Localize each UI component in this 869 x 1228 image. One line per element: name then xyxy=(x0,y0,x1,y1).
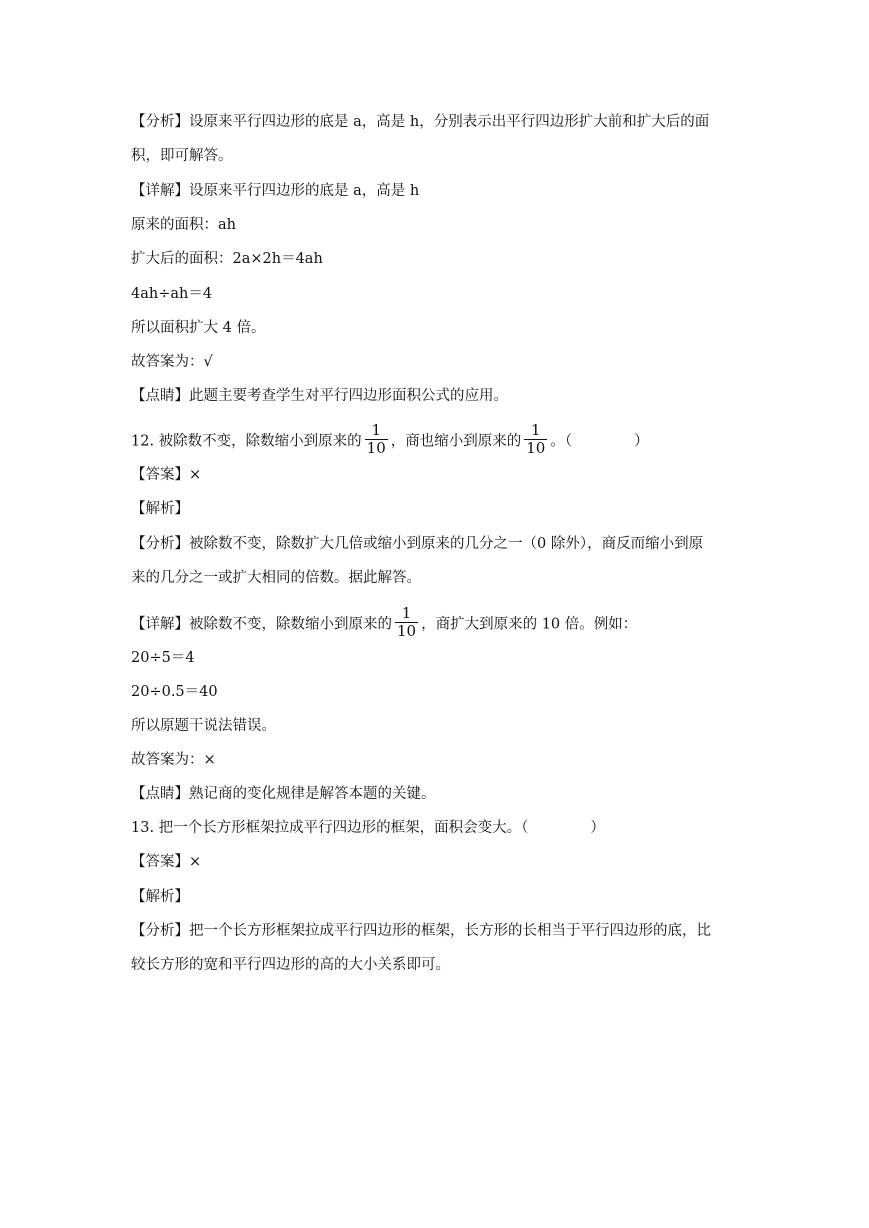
q12-step-1: 20÷5＝4 xyxy=(131,650,195,666)
q13-stem xyxy=(131,818,605,838)
comment-label: 【点睛】 xyxy=(131,786,189,802)
detail-text: 被除数不变，除数缩小到原来的 xyxy=(189,616,392,633)
q13-stem-prefix: 13. 把一个长方形框架拉成平行四边形的框架，面积会变大。（ xyxy=(131,820,529,836)
fraction-denominator: 10 xyxy=(366,439,386,457)
q11-step-1: 原来的面积：ah xyxy=(131,217,236,233)
q12-answer-line: 故答案为：× xyxy=(131,752,216,768)
q11-step-2: 扩大后的面积：2a×2h＝4ah xyxy=(131,251,323,267)
q12-analysis-cont: 来的几分之一或扩大相同的倍数。据此解答。 xyxy=(131,570,421,586)
analysis-text: 把一个长方形框架拉成平行四边形的框架，长方形的长相当于平行四边形的底，比 xyxy=(189,923,711,939)
q12-analysis xyxy=(131,534,703,554)
q11-analysis-cont: 积，即可解答。 xyxy=(131,148,233,164)
fraction-one-tenth xyxy=(365,422,388,457)
q12-stem xyxy=(131,421,649,459)
q11-analysis xyxy=(131,112,709,132)
comment-text: 熟记商的变化规律是解答本题的关键。 xyxy=(189,786,436,802)
q13-analysis xyxy=(131,921,711,941)
comment-label: 【点睛】 xyxy=(131,388,189,404)
comment-text: 此题主要考查学生对平行四边形面积公式的应用。 xyxy=(189,388,508,404)
q13-answer: 【答案】× xyxy=(131,854,202,870)
q11-step-3: 4ah÷ah＝4 xyxy=(131,286,213,302)
q13-analysis-cont: 较长方形的宽和平行四边形的高的大小关系即可。 xyxy=(131,957,450,973)
analysis-label: 【分析】 xyxy=(131,923,189,939)
detail-label: 【详解】 xyxy=(131,183,189,199)
analysis-text: 设原来平行四边形的底是 a，高是 h，分别表示出平行四边形扩大前和扩大后的面 xyxy=(189,114,710,130)
analysis-label: 【分析】 xyxy=(131,114,189,130)
q12-stem-suffix: 。（ xyxy=(550,433,573,450)
q11-answer-line: 故答案为：√ xyxy=(131,354,213,370)
q12-detail xyxy=(131,604,638,642)
q12-answer: 【答案】× xyxy=(131,467,202,483)
fraction-denominator: 10 xyxy=(397,622,417,640)
q12-comment xyxy=(131,784,436,804)
detail-text-suffix: ，商扩大到原来的 10 倍。例如： xyxy=(421,616,638,633)
q13-jiexi: 【解析】 xyxy=(131,889,189,905)
q12-jiexi: 【解析】 xyxy=(131,501,189,517)
fraction-numerator: 1 xyxy=(365,422,388,440)
analysis-label: 【分析】 xyxy=(131,536,189,552)
q11-detail xyxy=(131,181,419,201)
q12-stem-middle: ，商也缩小到原来的 xyxy=(390,433,522,450)
detail-label: 【详解】 xyxy=(131,616,189,633)
fraction-numerator: 1 xyxy=(524,422,547,440)
q13-stem-close: ） xyxy=(590,820,605,836)
q12-stem-close: ） xyxy=(634,433,649,450)
q11-comment xyxy=(131,386,508,406)
fraction-denominator: 10 xyxy=(526,439,546,457)
fraction-one-tenth xyxy=(395,605,418,640)
q12-stem-prefix: 12. 被除数不变，除数缩小到原来的 xyxy=(131,433,362,450)
fraction-one-tenth xyxy=(524,422,547,457)
q11-step-4: 所以面积扩大 4 倍。 xyxy=(131,320,266,336)
q12-step-3: 所以原题干说法错误。 xyxy=(131,718,276,734)
analysis-text: 被除数不变，除数扩大几倍或缩小到原来的几分之一（0 除外），商反而缩小到原 xyxy=(189,536,704,552)
detail-text: 设原来平行四边形的底是 a，高是 h xyxy=(189,183,420,199)
q12-step-2: 20÷0.5＝40 xyxy=(131,684,218,700)
fraction-numerator: 1 xyxy=(395,605,418,623)
